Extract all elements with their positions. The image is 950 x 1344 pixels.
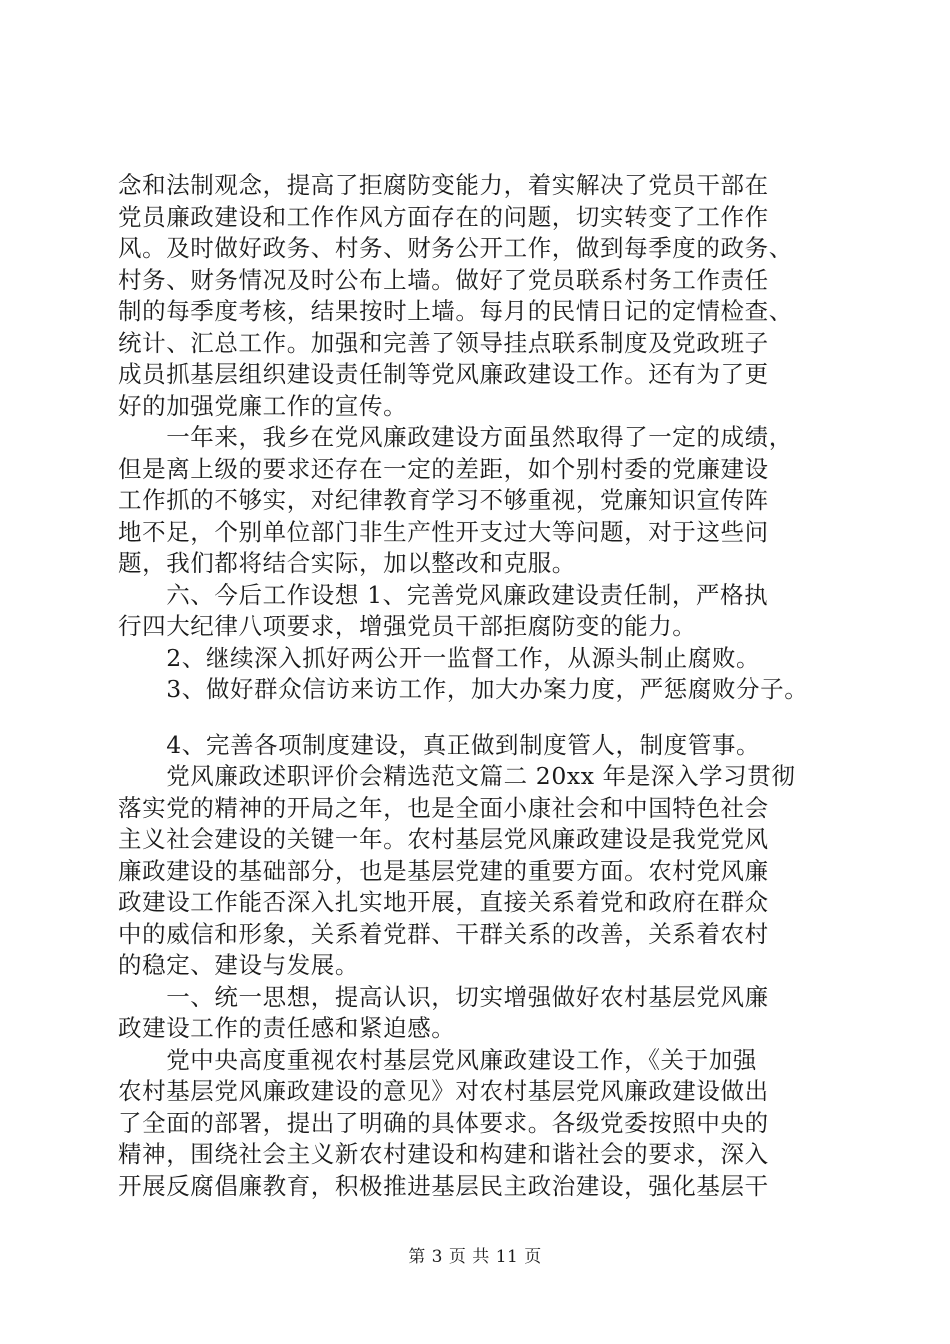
text-line: 2、继续深入抓好两公开一监督工作，从源头制止腐败。 — [118, 643, 761, 672]
text-line: 中的威信和形象，关系着党群、干群关系的改善，关系着农村 — [118, 919, 769, 948]
text-line: 一、统一思想，提高认识，切实增强做好农村基层党风廉 — [118, 982, 769, 1011]
text-line: 农村基层党风廉政建设的意见》对农村基层党风廉政建设做出 — [118, 1077, 769, 1105]
text-line: 政建设工作的责任感和紧迫感。 — [118, 1014, 456, 1042]
text-line: 党员廉政建设和工作作风方面存在的问题，切实转变了工作作 — [118, 202, 769, 231]
text-line: 党风廉政述职评价会精选范文篇二 20xx 年是深入学习贯彻 — [118, 762, 796, 790]
text-line: 统计、汇总工作。加强和完善了领导挂点联系制度及党政班子 — [118, 328, 769, 357]
text-line: 成员抓基层组织建设责任制等党风廉政建设工作。还有为了更 — [118, 360, 769, 388]
paragraph-gap — [118, 706, 840, 730]
text-line: 廉政建设的基础部分，也是基层党建的重要方面。农村党风廉 — [118, 856, 769, 885]
page-number-footer: 第 3 页 共 11 页 — [408, 1247, 542, 1267]
text-line: 精神，围绕社会主义新农村建设和构建和谐社会的要求，深入 — [118, 1140, 769, 1168]
text-line: 开展反腐倡廉教育，积极推进基层民主政治建设，强化基层干 — [118, 1171, 769, 1200]
text-line: 党中央高度重视农村基层党风廉政建设工作，《关于加强 — [118, 1045, 757, 1074]
text-line: 题，我们都将结合实际，加以整改和克服。 — [118, 549, 576, 577]
text-line: 主义社会建设的关键一年。农村基层党风廉政建设是我党党风 — [118, 825, 769, 853]
text-line: 风。及时做好政务、村务、财务公开工作，做到每季度的政务、 — [118, 234, 793, 262]
text-line: 六、今后工作设想 1、完善党风廉政建设责任制，严格执 — [118, 580, 769, 609]
text-line: 的稳定、建设与发展。 — [118, 951, 359, 979]
text-line: 一年来，我乡在党风廉政建设方面虽然取得了一定的成绩， — [118, 423, 793, 451]
text-line: 了全面的部署，提出了明确的具体要求。各级党委按照中央的 — [118, 1108, 769, 1137]
text-line: 工作抓的不够实，对纪律教育学习不够重视，党廉知识宣传阵 — [118, 486, 769, 514]
text-line: 行四大纪律八项要求，增强党员干部拒腐防变的能力。 — [118, 612, 697, 640]
body-text — [118, 170, 840, 1202]
text-line: 好的加强党廉工作的宣传。 — [118, 391, 408, 420]
text-line: 念和法制观念，提高了拒腐防变能力，着实解决了党员干部在 — [118, 171, 769, 199]
text-line: 但是离上级的要求还存在一定的差距，如个别村委的党廉建设 — [118, 454, 769, 483]
text-line: 落实党的精神的开局之年，也是全面小康社会和中国特色社会 — [118, 793, 769, 822]
text-line: 3、做好群众信访来访工作，加大办案力度，严惩腐败分子。 — [118, 675, 809, 703]
text-line: 村务、财务情况及时公布上墙。做好了党员联系村务工作责任 — [118, 265, 769, 294]
text-line: 政建设工作能否深入扎实地开展，直接关系着党和政府在群众 — [118, 888, 769, 916]
text-line: 制的每季度考核，结果按时上墙。每月的民情日记的定情检查、 — [118, 297, 793, 325]
text-line: 4、完善各项制度建设，真正做到制度管人，制度管事。 — [118, 730, 761, 759]
text-line: 地不足，个别单位部门非生产性开支过大等问题，对于这些问 — [118, 517, 769, 546]
